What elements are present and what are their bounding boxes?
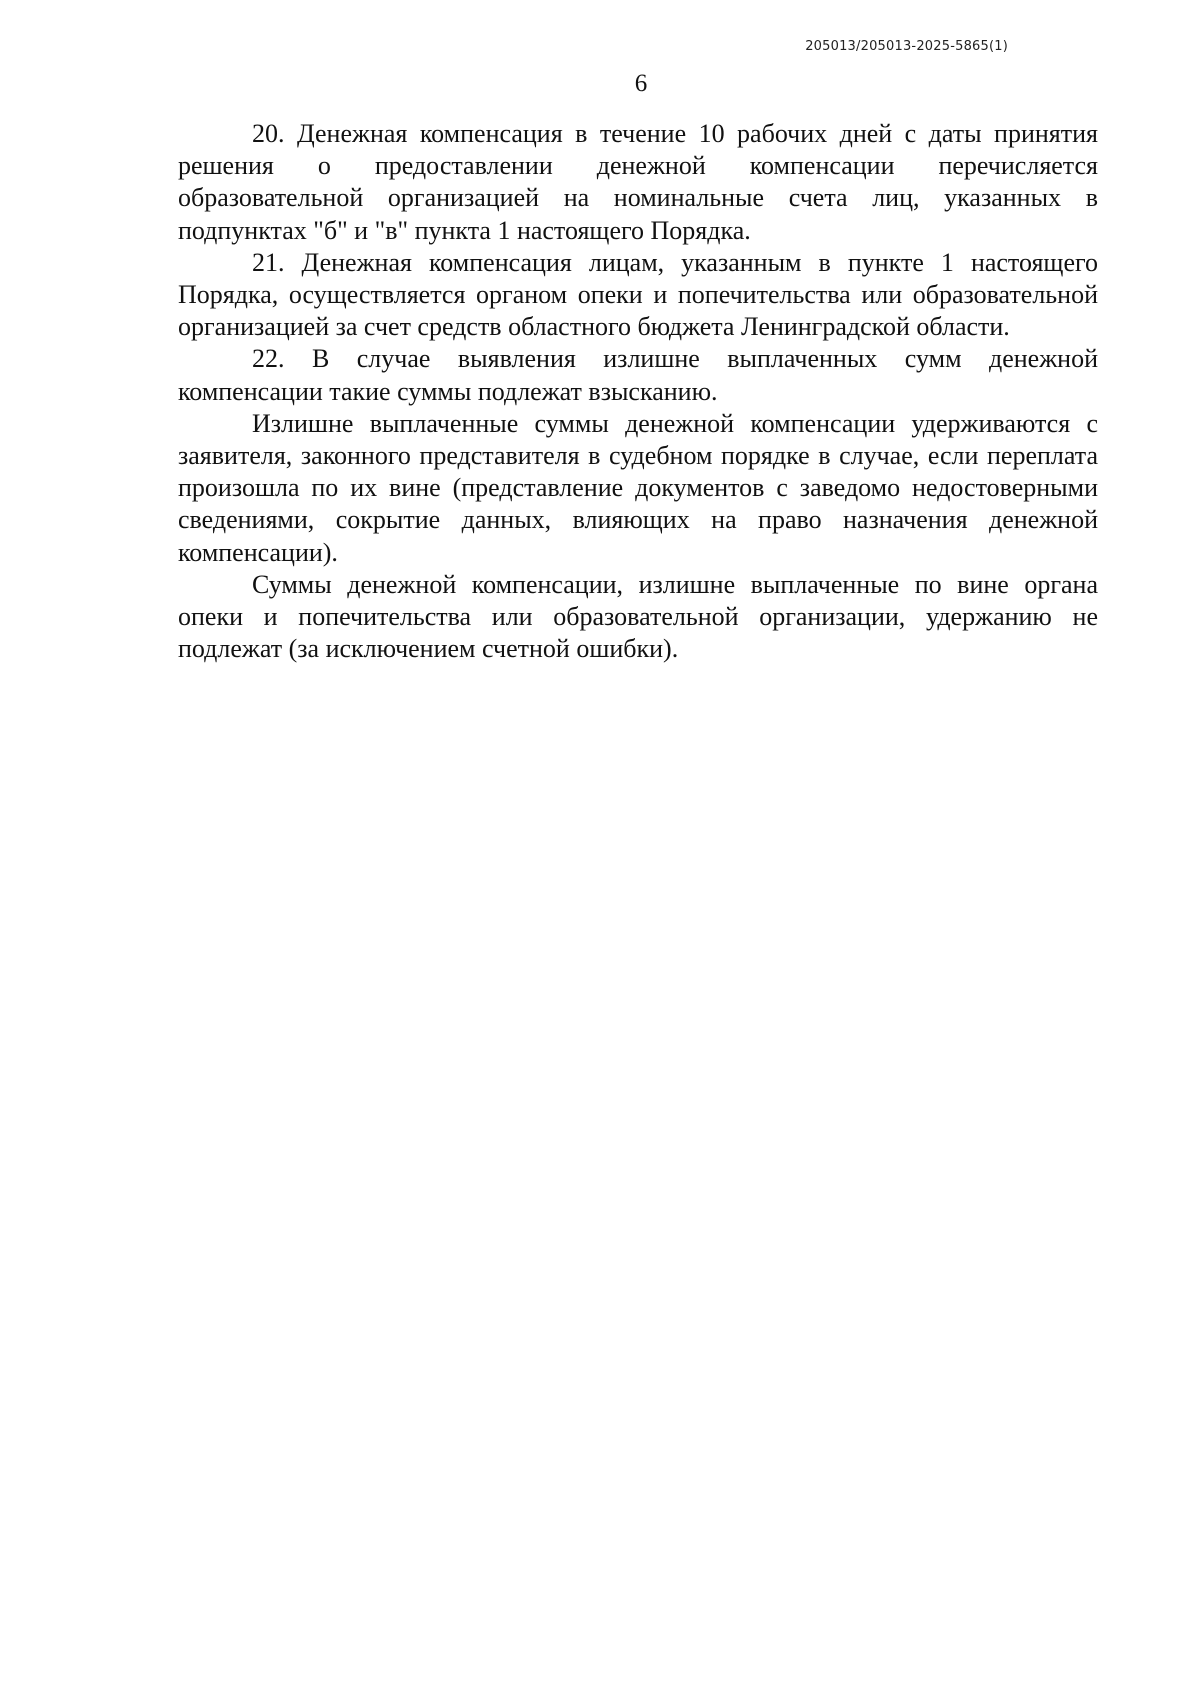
paragraph-overpayment-exemption: Суммы денежной компенсации, излишне выплаченные по вине органа опеки и попечительства или образовательной организации, удержанию не подлежат (за исключением счетной ошибки). [178,569,1098,664]
paragraph-21: 21. Денежная компенсация лицам, указанным в пункте 1 настоящего Порядка, осуществляется органом опеки и попечительства или образовательной организацией за счет средств областного бюджета Ленинградской области. [178,247,1098,342]
document-id: 205013/205013-2025-5865(1) [805,39,1008,54]
paragraph-22: 22. В случае выявления излишне выплаченных сумм денежной компенсации такие суммы подлежат взысканию. [178,344,1098,406]
document-body [178,118,1098,665]
paragraph-overpayment-recovery: Излишне выплаченные суммы денежной компенсации удерживаются с заявителя, законного представителя в судебном порядке в случае, если переплата произошла по их вине (представление документов с заведомо недостоверными сведениями, сокрытие данных, влияющих на право назначения денежной компенсации). [178,408,1098,567]
page-number: 6 [634,70,648,97]
paragraph-20: 20. Денежная компенсация в течение 10 рабочих дней с даты принятия решения о предоставлении денежной компенсации перечисляется образовательной организацией на номинальные счета лиц, указанных в подпунктах "б" и "в" пункта 1 настоящего Порядка. [178,119,1098,245]
